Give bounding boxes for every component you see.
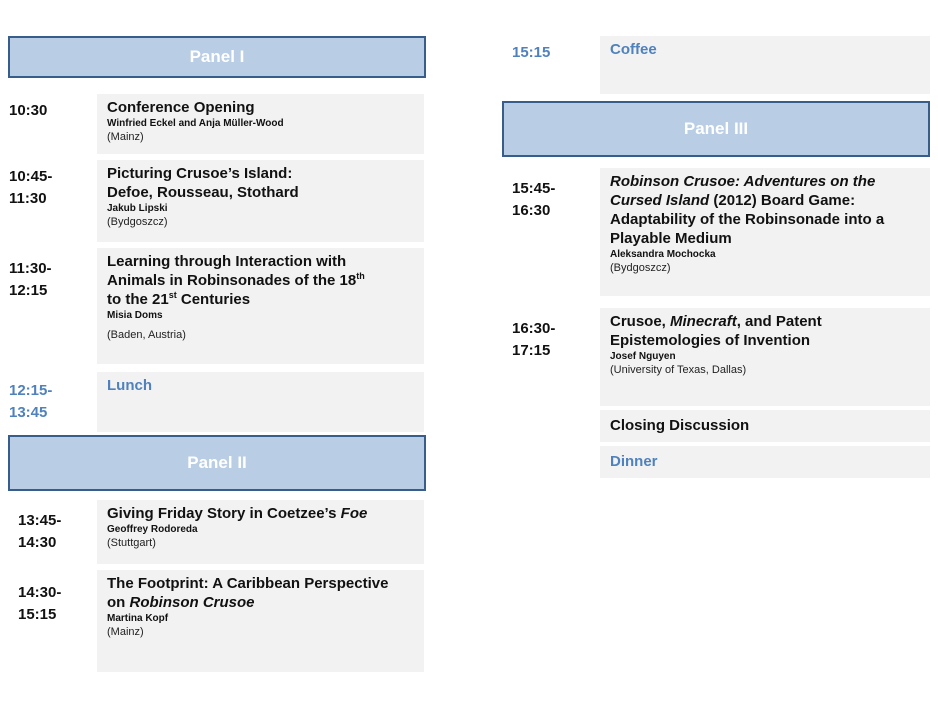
session-title — [107, 593, 414, 612]
session-affiliation: (Bydgoszcz) — [610, 262, 671, 274]
session-card-minecraft — [600, 308, 930, 406]
superscript: st — [168, 290, 177, 300]
session-time: 12:15- 13:45 — [9, 382, 53, 421]
superscript: th — [356, 271, 365, 281]
session-card-board-game — [600, 168, 930, 296]
session-time: 10:30 — [9, 102, 48, 119]
panel-header-label: Panel II — [187, 453, 247, 472]
session-time: 10:45- 11:30 — [9, 168, 53, 207]
session-title: Lunch — [107, 377, 152, 394]
session-title: Picturing Crusoe’s Island: — [107, 165, 293, 182]
session-time: 11:30- 12:15 — [9, 260, 52, 299]
session-card-opening — [97, 94, 424, 154]
session-speaker: Aleksandra Mochocka — [610, 249, 716, 260]
session-speaker: Winfried Eckel and Anja Müller-Wood — [107, 118, 284, 129]
session-card-crusoe-island — [97, 160, 424, 242]
session-time: 15:15 — [512, 44, 551, 61]
panel-header-2 — [8, 435, 426, 491]
title-text: (2012) Board Game: Adaptability of the Robinsonade into a Playable Medium — [610, 192, 885, 247]
session-time: 13:45- 14:30 — [18, 512, 62, 551]
session-title — [107, 504, 414, 523]
session-affiliation: (Stuttgart) — [107, 537, 156, 549]
session-card-lunch — [97, 372, 424, 432]
session-card-coffee — [600, 36, 930, 94]
session-title — [107, 290, 414, 309]
session-time: 14:30- 15:15 — [18, 584, 62, 623]
panel-header-1 — [8, 36, 426, 78]
session-card-animals — [97, 248, 424, 364]
session-affiliation: (Baden, Austria) — [107, 329, 186, 341]
session-affiliation: (University of Texas, Dallas) — [610, 364, 747, 376]
title-italic: Robinson Crusoe: Adventures on the Cursed Island — [610, 173, 876, 209]
session-speaker: Josef Nguyen — [610, 351, 676, 362]
panel-header-3 — [502, 101, 930, 157]
session-title — [610, 312, 920, 350]
session-speaker: Geoffrey Rodoreda — [107, 524, 198, 535]
session-card-dinner — [600, 446, 930, 478]
panel-header-label: Panel I — [189, 47, 245, 66]
title-italic: Foe — [340, 505, 368, 522]
session-title: The Footprint: A Caribbean Perspective — [107, 575, 389, 592]
session-title: Closing Discussion — [610, 417, 750, 434]
title-text: , and Patent Epistemologies of Invention — [610, 313, 822, 349]
session-title: Coffee — [610, 41, 657, 58]
session-time: 16:30- 17:15 — [512, 320, 556, 359]
title-italic: Minecraft — [670, 313, 737, 330]
session-affiliation: (Mainz) — [107, 131, 144, 143]
title-text: Animals in Robinsonades of the 18 — [107, 272, 357, 289]
session-affiliation: (Mainz) — [107, 626, 144, 638]
title-text: Giving Friday Story in Coetzee’s — [107, 505, 341, 522]
session-card-closing — [600, 410, 930, 442]
session-card-footprint — [97, 570, 424, 672]
session-title: Learning through Interaction with — [107, 253, 347, 270]
session-card-foe — [97, 500, 424, 564]
title-italic: Robinson Crusoe — [129, 594, 255, 611]
session-speaker: Martina Kopf — [107, 613, 169, 624]
session-title — [610, 172, 920, 248]
session-title — [107, 271, 414, 290]
session-title: Dinner — [610, 453, 658, 470]
title-text: on — [107, 594, 130, 611]
session-title: Defoe, Rousseau, Stothard — [107, 184, 299, 201]
title-text: to the 21 — [107, 291, 169, 308]
session-title: Conference Opening — [107, 99, 255, 116]
session-affiliation: (Bydgoszcz) — [107, 216, 168, 228]
panel-header-label: Panel III — [683, 119, 749, 138]
title-text: Centuries — [176, 291, 251, 308]
session-speaker: Jakub Lipski — [107, 203, 168, 214]
session-time: 15:45- 16:30 — [512, 180, 556, 219]
title-text: Crusoe, — [610, 313, 671, 330]
session-speaker: Misia Doms — [107, 310, 163, 321]
